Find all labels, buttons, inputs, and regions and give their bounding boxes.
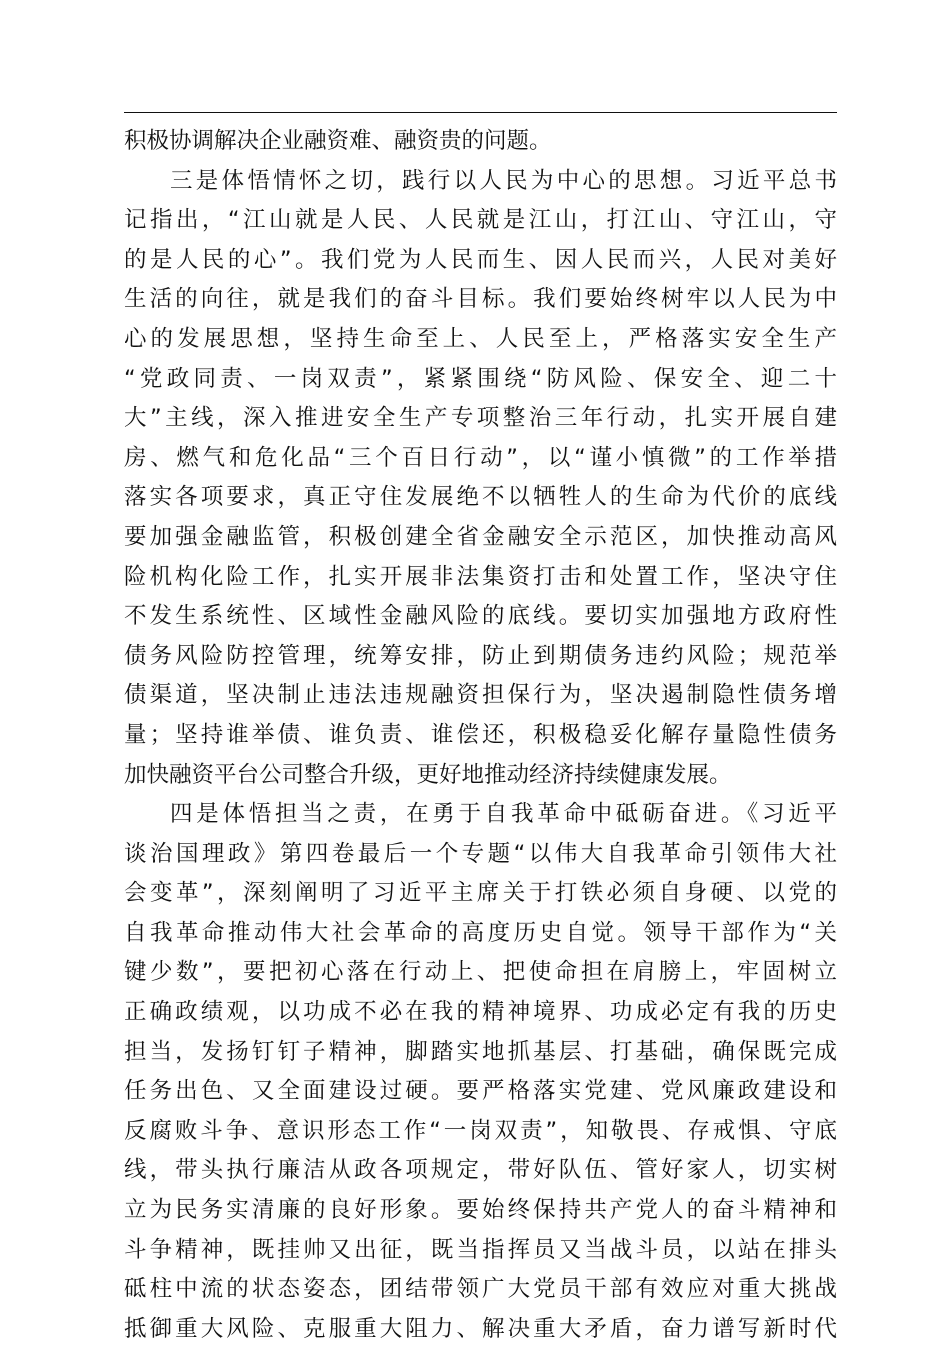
body-text — [124, 122, 837, 1349]
text-line: 债务风险防控管理，统筹安排，防止到期债务违约风险；规范举 — [124, 642, 837, 669]
text-line: 砥柱中流的状态姿态，团结带领广大党员干部有效应对重大挑战 — [124, 1276, 837, 1303]
text-line: 会变革”，深刻阐明了习近平主席关于打铁必须自身硬、以党的 — [124, 880, 837, 907]
text-line: 担当，发扬钉钉子精神，脚踏实地抓基层、打基础，确保既完成 — [124, 1038, 837, 1065]
text-line: 反腐败斗争、意识形态工作“一岗双责”，知敬畏、存戒惧、守底 — [124, 1117, 837, 1144]
text-line: 积极协调解决企业融资难、融资贵的问题。 — [124, 128, 552, 154]
text-line: 房、燃气和危化品“三个百日行动”，以“谨小慎微”的工作举措 — [124, 444, 837, 471]
text-line: 债渠道，坚决制止违法违规融资担保行为，坚决遏制隐性债务增 — [124, 682, 837, 709]
text-line: 险机构化险工作，扎实开展非法集资打击和处置工作，坚决守住 — [124, 563, 837, 590]
text-line: 要加强金融监管，积极创建全省金融安全示范区，加快推动高风 — [124, 523, 837, 550]
text-line: 任务出色、又全面建设过硬。要严格落实党建、党风廉政建设和 — [124, 1078, 837, 1105]
text-line: 的是人民的心”。我们党为人民而生、因人民而兴，人民对美好 — [124, 246, 837, 273]
text-line: 正确政绩观，以功成不必在我的精神境界、功成必定有我的历史 — [124, 999, 837, 1026]
text-line: 记指出，“江山就是人民、人民就是江山，打江山、守江山，守 — [124, 207, 837, 234]
text-line: 斗争精神，既挂帅又出征，既当指挥员又当战斗员，以站在排头 — [124, 1236, 837, 1263]
text-line: 落实各项要求，真正守住发展绝不以牺牲人的生命为代价的底线 — [124, 484, 837, 511]
text-line: 不发生系统性、区域性金融风险的底线。要切实加强地方政府性 — [124, 603, 837, 630]
paragraph-start-line: 三是体悟情怀之切，践行以人民为中心的思想。习近平总书 — [170, 167, 837, 194]
text-line: 大”主线，深入推进安全生产专项整治三年行动，扎实开展自建 — [124, 405, 837, 432]
text-line: 键少数”，要把初心落在行动上、把使命担在肩膀上，牢固树立 — [124, 959, 837, 986]
text-line: 线，带头执行廉洁从政各项规定，带好队伍、管好家人，切实树 — [124, 1157, 837, 1184]
text-line: 立为民务实清廉的良好形象。要始终保持共产党人的奋斗精神和 — [124, 1197, 837, 1224]
text-line: 心的发展思想，坚持生命至上、人民至上，严格落实安全生产 — [124, 325, 837, 352]
text-line: 生活的向往，就是我们的奋斗目标。我们要始终树牢以人民为中 — [124, 286, 837, 313]
text-line: 谈治国理政》第四卷最后一个专题“以伟大自我革命引领伟大社 — [124, 840, 837, 867]
text-line: 加快融资平台公司整合升级，更好地推动经济持续健康发展。 — [124, 761, 732, 788]
text-line: 自我革命推动伟大社会革命的高度历史自觉。领导干部作为“关 — [124, 919, 837, 946]
text-line: “党政同责、一岗双责”，紧紧围绕“防风险、保安全、迎二十 — [124, 365, 837, 392]
paragraph-start-line: 四是体悟担当之责，在勇于自我革命中砥砺奋进。《习近平 — [170, 801, 837, 828]
header-rule — [124, 112, 837, 113]
text-line: 抵御重大风险、克服重大阻力、解决重大矛盾，奋力谱写新时代 — [124, 1315, 837, 1342]
text-line: 量；坚持谁举债、谁负责、谁偿还，积极稳妥化解存量隐性债务 — [124, 721, 837, 748]
